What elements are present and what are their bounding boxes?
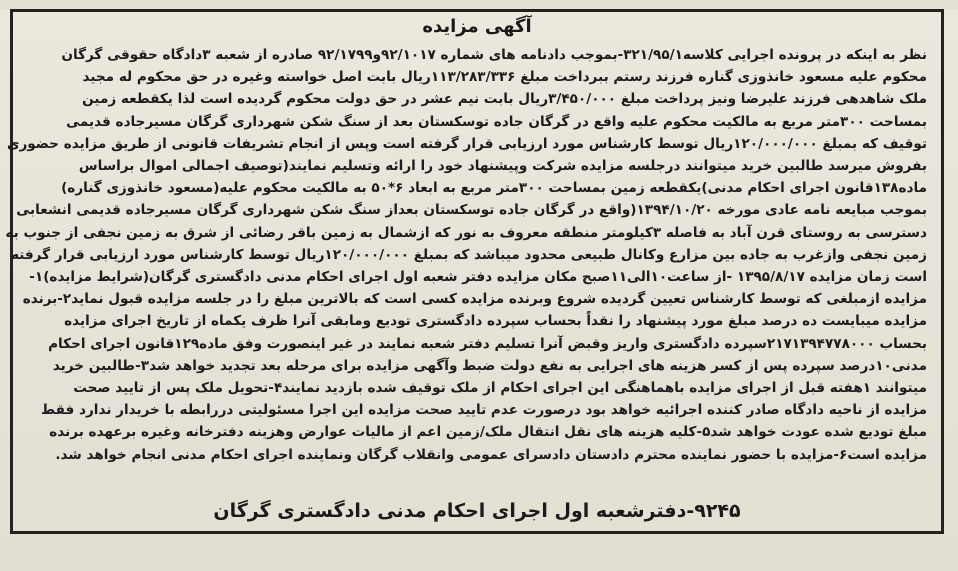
bottom-cropped-strip bbox=[0, 534, 958, 571]
notice-line: نظر به اینکه در پرونده اجرایی کلاسه۳۲۱/۹۵/۱-بموجب دادنامه های شماره ۹۲/۱۰۱۷و۹۲/۱۷۹۹ صادره از شعبه ۳دادگاه حقوقی گرگان bbox=[61, 47, 927, 63]
notice-line: بموجب مبایعه نامه عادی مورخه ۱۳۹۴/۱۰/۲۰(واقع در گرگان جاده توسکستان بعداز سنگ شکن شهرداری گرگان مسیرجاده قدیمی انشعابی bbox=[16, 202, 927, 219]
notice-line: ملک شاهدهی فرزند علیرضا ونیز پرداخت مبلغ ۳/۴۵۰/۰۰۰ریال بابت نیم عشر در حق دولت محکوم گردیده است لذا یکقطعه زمین bbox=[82, 91, 927, 108]
notice-line: مزایده ازمبلغی که توسط کارشناس تعیین گردیده شروع وبرنده مزایده کسی است که بالاترین مبلغ را در جلسه مزایده قبول نماید۲-برنده bbox=[22, 291, 927, 308]
notice-line: دسترسی به روستای قرن آباد به فاصله ۳کیلومتر منطقه معروف به نور که ازشمال به زمین باقر رضائی از شرق به زمین نجفی از جنوب به bbox=[5, 224, 927, 241]
notice-title: آگهی مزایده bbox=[422, 16, 532, 37]
top-cropped-strip bbox=[0, 0, 958, 9]
notice-frame bbox=[5, 9, 944, 534]
notice-line: بفروش میرسد طالبین خرید میتوانند درجلسه مزایده شرکت وپیشنهاد خود را ارائه وتسلیم نمایند(توصیف اجمالی اموال براساس bbox=[78, 158, 927, 175]
notice-footer: ۹۲۴۵-دفترشعبه اول اجرای احکام مدنی دادگستری گرگان bbox=[213, 500, 741, 522]
notice-line: مبلغ تودیع شده عودت خواهد شد۵-کلیه هزینه های نقل انتقال ملک/زمین اعم از مالیات عوارض وهزینه دفترخانه وغیره برعهده برنده bbox=[49, 424, 927, 441]
notice-line: ماده۱۳۸قانون اجرای احکام مدنی)یکقطعه زمین بمساحت ۳۰۰متر مربع به ابعاد ۶*۵۰ به مالکیت محکوم علیه(مسعود خانذوزی گناره) bbox=[61, 180, 927, 197]
notice-line: محکوم علیه مسعود خانذوزی گناره فرزند رستم ببرداخت مبلغ ۱۱۳/۲۸۳/۳۳۶ریال بابت اصل خواسته وغیره در حق محکوم له مجید bbox=[82, 69, 927, 86]
notice-line: بمساحت ۳۰۰متر مربع به مالکیت محکوم علیه واقع در گرگان جاده توسکستان بعد از سنگ شکن شهرداری گرگان مسیرجاده قدیمی bbox=[66, 113, 927, 130]
notice-line: مزایده است۶-مزایده با حضور نماینده محترم دادستان دادسرای عمومی وانقلاب گرگان ونماینده اجرای احکام مدنی انجام خواهد شد. bbox=[55, 446, 927, 463]
notice-line: بحساب ۲۱۷۱۳۹۴۷۷۸۰۰۰سپرده دادگستری واریز وقبض آنرا تسلیم دفتر شعبه نمایند در غیر اینصورت وفق ماده۱۲۹قانون اجرای احکام bbox=[48, 335, 927, 352]
notice-body bbox=[5, 44, 927, 466]
notice-line: مزایده از ناحیه دادگاه صادر کننده اجرائیه خواهد بود درصورت عدم تایید صحت مزایده این اجرا مسئولیتی دررابطه با خریدار ندارد فقط bbox=[41, 402, 927, 419]
notice-line: میتوانند ۱هفته قبل از اجرای مزایده باهماهنگی این اجرای احکام از ملک توقیف شده بازدید نمایند۴-تحویل ملک پس از تایید صحت bbox=[73, 380, 927, 397]
notice-line: است زمان مزایده ۱۳۹۵/۸/۱۷ -از ساعت۱۰الی۱۱صبح مکان مزایده دفتر شعبه اول اجرای احکام مدنی دادگستری گرگان(شرایط مزایده)۱- bbox=[29, 269, 927, 286]
notice-line: توقیف که بمبلغ ۱۲۰/۰۰۰/۰۰۰ریال توسط کارشناس مورد ارزیابی قرار گرفته است وپس از انجام تشریفات قانونی از طریق مزایده حضوری bbox=[6, 135, 927, 152]
notice-line: زمین نجفی وازغرب به جاده بین مزارع وکانال طبیعی محدود میباشد که بمبلغ ۱۲۰/۰۰۰/۰۰۰ریال توسط کارشناس مورد ارزیابی قرار گرفته bbox=[10, 246, 927, 263]
notice-line: مزایده میبایست ده درصد مبلغ مورد پیشنهاد را نقداً بحساب سپرده دادگستری تودیع ومابقی آنرا ظرف یکماه از تاریخ اجرای مزایده bbox=[64, 313, 927, 330]
notice-line: مدنی۱۰درصد سپرده پس از کسر هزینه های اجرایی به نفع دولت ضبط وآگهی مزایده برای مرحله بعد تجدید خواهد شد۳-طالبین خرید bbox=[52, 357, 927, 374]
